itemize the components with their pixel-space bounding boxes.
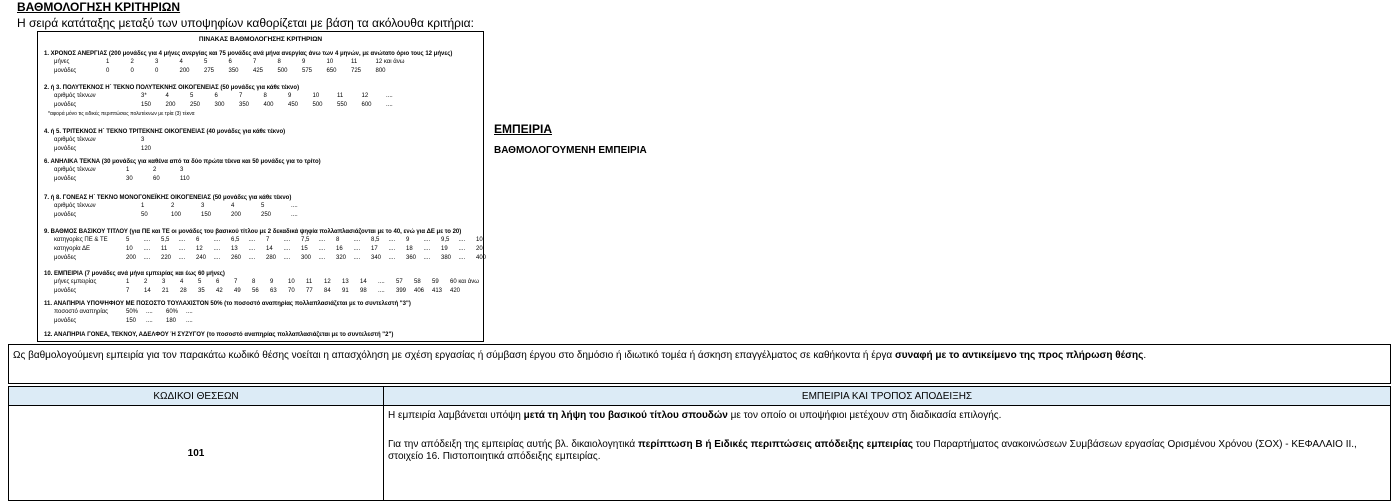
criteria-cell: 12 και άνω [375, 59, 405, 65]
criteria-cell: 1 [126, 279, 130, 285]
criteria-section-s12 [44, 331, 393, 339]
criteria-cell: 10 [288, 279, 295, 285]
criteria-cell: 0 [155, 68, 159, 74]
criteria-row [44, 236, 483, 245]
criteria-cell: .... [388, 246, 396, 252]
criteria-cell: 9 [406, 237, 410, 243]
criteria-cell: 110 [180, 176, 190, 182]
criteria-cell: 450 [288, 102, 299, 108]
experience-description [384, 406, 1391, 501]
criteria-cell: .... [458, 237, 466, 243]
criteria-cell: 5 [204, 59, 208, 65]
criteria-row-label: αριθμός τέκνων [54, 167, 96, 173]
criteria-cell: .... [353, 246, 361, 252]
criteria-cell: 11 [351, 59, 358, 65]
criteria-section-title: 4. ή 5. ΤΡΙΤΕΚΝΟΣ Η΄ ΤΕΚΝΟ ΤΡΙΤΕΚΝΗΣ ΟΙΚΟΓΕΝΕΙΑΣ (40 μονάδες για κάθε τέκνο) [44, 129, 286, 135]
criteria-cell: 100 [171, 212, 182, 218]
criteria-row [44, 145, 285, 154]
criteria-cell: 220 [161, 255, 172, 261]
paragraph-2: Για την απόδειξη της εμπειρίας αυτής βλ. δικαιολογητικά περίπτωση Β ή Ειδικές περιπτώσεις απόδειξης εμπειρίας του Παραρτήματος ανακοινώσεων Συμβάσεων εργασίας Ορισμένου Χρόνου (ΣΟΧ) - ΚΕΦΑΛΑΙΟ ΙΙ., στοιχείο 16. Πιστοποιητικά απόδειξης εμπειρίας. [388, 439, 1357, 462]
criteria-cell: .... [143, 255, 151, 261]
criteria-cell: 2 [153, 167, 157, 173]
criteria-cell: 10 [312, 93, 320, 99]
criteria-row [44, 175, 321, 184]
criteria-cell: 58 [414, 279, 421, 285]
criteria-cell: .... [248, 246, 256, 252]
criteria-cell: 14 [266, 246, 273, 252]
criteria-cell: .... [186, 318, 193, 324]
criteria-row-label: αριθμός τέκνων [54, 203, 96, 209]
criteria-section-title: 9. ΒΑΘΜΟΣ ΒΑΣΙΚΟΥ ΤΙΤΛΟΥ (για ΠΕ και ΤΕ οι μονάδες του βασικού τίτλου με 2 δεκαδικά ψηφία πολλαπλασιάζονται με το 40, ενώ για ΔΕ με το 20) [44, 229, 462, 235]
criteria-cell: 28 [180, 288, 187, 294]
criteria-row-label: αριθμός τέκνων [54, 93, 96, 99]
criteria-row-label: μονάδες [54, 255, 77, 261]
criteria-row [44, 136, 285, 145]
criteria-row-label: μονάδες [54, 212, 77, 218]
criteria-cell: 1 [141, 203, 145, 209]
criteria-cell: 7,5 [301, 237, 310, 243]
criteria-section-title: 6. ΑΝΗΛΙΚΑ ΤΕΚΝΑ (30 μονάδες για καθένα από τα δύο πρώτα τέκνα και 50 μονάδες για το τρίτο) [44, 159, 321, 165]
criteria-cell: 360 [406, 255, 417, 261]
criteria-section-s6 [44, 158, 321, 184]
criteria-cell: .... [318, 237, 326, 243]
criteria-cell: 63 [270, 288, 277, 294]
criteria-cell: 3 [162, 279, 166, 285]
criteria-row [44, 254, 487, 263]
criteria-cell: .... [386, 102, 393, 108]
criteria-cell: 150 [201, 212, 212, 218]
criteria-cell: 60 και άνω [450, 279, 479, 285]
criteria-cell: .... [213, 237, 221, 243]
criteria-row-label: μονάδες [54, 102, 77, 108]
criteria-cell: .... [248, 237, 256, 243]
criteria-cell: 420 [450, 288, 461, 294]
criteria-cell: .... [423, 237, 431, 243]
criteria-cell: 725 [351, 68, 362, 74]
criteria-cell: 4 [180, 279, 184, 285]
criteria-cell: .... [283, 246, 291, 252]
criteria-cell: 500 [312, 102, 323, 108]
criteria-row-label: μονάδες [54, 146, 77, 152]
criteria-cell: 380 [441, 255, 452, 261]
criteria-cell: 12 [196, 246, 203, 252]
criteria-cell: 6,5 [231, 237, 240, 243]
criteria-cell: 320 [336, 255, 347, 261]
criteria-cell: 60 [153, 176, 160, 182]
criteria-cell: 200 [126, 255, 137, 261]
criteria-cell: 550 [337, 102, 348, 108]
criteria-cell: .... [146, 318, 153, 324]
criteria-cell: 4 [179, 59, 183, 65]
criteria-cell: 425 [253, 68, 264, 74]
criteria-section-s4 [44, 128, 285, 154]
criteria-cell: 250 [190, 102, 201, 108]
criteria-cell: 8 [336, 237, 340, 243]
criteria-cell: 57 [396, 279, 403, 285]
criteria-cell: 300 [214, 102, 225, 108]
criteria-section-s1 [44, 50, 452, 76]
criteria-cell: 7 [253, 59, 257, 65]
criteria-cell: 15 [301, 246, 308, 252]
criteria-cell: 406 [414, 288, 425, 294]
criteria-row-label: κατηγορία ΔΕ [54, 246, 90, 252]
criteria-cell: 5 [261, 203, 265, 209]
criteria-cell: .... [378, 279, 385, 285]
criteria-row-label: μονάδες [54, 288, 77, 294]
criteria-cell: 21 [162, 288, 169, 294]
criteria-cell: 3 [201, 203, 205, 209]
criteria-cell: 91 [342, 288, 349, 294]
criteria-row [44, 202, 298, 211]
criteria-section-title: 1. ΧΡΟΝΟΣ ΑΝΕΡΓΙΑΣ (200 μονάδες για 4 μήνες ανεργίας και 75 μονάδες ανά μήνα ανεργίας άνω των 4 μηνών, με ανώτατο όριο τους 12 μήνες) [44, 51, 453, 57]
criteria-cell: 12 [324, 279, 331, 285]
criteria-cell: 5 [198, 279, 202, 285]
criteria-cell: .... [291, 203, 298, 209]
experience-definition-box [8, 344, 1391, 384]
criteria-row [44, 211, 298, 220]
criteria-cell: 150 [141, 102, 152, 108]
criteria-cell: 6 [228, 59, 232, 65]
criteria-cell: 350 [228, 68, 239, 74]
criteria-section-title: 11. ΑΝΑΠΗΡΙΑ ΥΠΟΨΗΦΙΟΥ ΜΕ ΠΟΣΟΣΤΟ ΤΟΥΛΑΧΙΣΤΟΝ 50% (το ποσοστό αναπηρίας πολλαπλασιάζεται με το συντελεστή "3") [44, 301, 411, 307]
criteria-cell: 30 [126, 176, 133, 182]
criteria-cell: 17 [371, 246, 378, 252]
criteria-cell: 7 [234, 279, 238, 285]
criteria-cell: 800 [375, 68, 386, 74]
criteria-cell: .... [353, 237, 361, 243]
criteria-cell: 3 [155, 59, 159, 65]
criteria-section-s7 [44, 194, 298, 220]
criteria-cell: .... [458, 246, 466, 252]
criteria-cell: .... [423, 255, 431, 261]
criteria-cell: 11 [337, 93, 344, 99]
criteria-cell: 60% [166, 309, 179, 315]
criteria-cell: 16 [336, 246, 343, 252]
criteria-row-label: μήνες [54, 59, 70, 65]
criteria-cell: 5 [126, 237, 130, 243]
criteria-cell: 98 [360, 288, 367, 294]
criteria-cell: 10 [476, 237, 483, 243]
criteria-cell: 70 [288, 288, 295, 294]
criteria-cell: 400 [263, 102, 274, 108]
criteria-cell: .... [146, 309, 153, 315]
criteria-cell: 250 [261, 212, 272, 218]
criteria-cell: .... [283, 237, 291, 243]
criteria-row [44, 58, 452, 67]
criteria-cell: .... [291, 212, 298, 218]
criteria-section-s11 [44, 300, 411, 326]
definition-end: . [1143, 350, 1147, 361]
criteria-table-image [37, 31, 487, 342]
criteria-cell: 7 [126, 288, 130, 294]
criteria-cell: 6 [196, 237, 200, 243]
criteria-row-label: μονάδες [54, 176, 77, 182]
criteria-cell: 4 [165, 93, 169, 99]
criteria-cell: 1 [106, 59, 110, 65]
criteria-cell: 275 [204, 68, 215, 74]
position-code: 101 [9, 406, 384, 501]
criteria-cell: 2 [130, 59, 134, 65]
criteria-cell: 59 [432, 279, 439, 285]
criteria-row-label: μήνες εμπειρίας [54, 279, 97, 285]
intro-text: Η σειρά κατάταξης μεταξύ των υποψηφίων καθορίζεται με βάση τα ακόλουθα κριτήρια: [17, 16, 474, 30]
criteria-cell: .... [378, 288, 385, 294]
criteria-cell: .... [386, 93, 393, 99]
criteria-cell: 399 [396, 288, 407, 294]
criteria-cell: 2 [144, 279, 148, 285]
criteria-section-s9 [44, 228, 487, 263]
criteria-row [44, 287, 461, 296]
criteria-cell: 1 [126, 167, 130, 173]
criteria-cell: 500 [277, 68, 288, 74]
criteria-cell: 10 [126, 246, 133, 252]
criteria-cell: .... [143, 246, 151, 252]
criteria-cell: 260 [231, 255, 242, 261]
criteria-cell: .... [248, 255, 256, 261]
header-experience-proof: ΕΜΠΕΙΡΙΑ ΚΑΙ ΤΡΟΠΟΣ ΑΠΟΔΕΙΞΗΣ [384, 387, 1391, 406]
criteria-cell: 413 [432, 288, 443, 294]
criteria-row [44, 317, 411, 326]
experience-table [8, 386, 1391, 501]
criteria-cell: 2 [171, 203, 175, 209]
criteria-section-s10 [44, 270, 479, 296]
experience-subheading: ΒΑΘΜΟΛΟΓΟΥΜΕΝΗ ΕΜΠΕΙΡΙΑ [494, 145, 647, 156]
criteria-cell: 300 [301, 255, 312, 261]
criteria-row [44, 92, 393, 101]
paragraph-1: Η εμπειρία λαμβάνεται υπόψη μετά τη λήψη του βασικού τίτλου σπουδών με τον οποίο οι υποψήφιοι μετέχουν στη διαδικασία επιλογής. [388, 410, 1002, 421]
criteria-cell: 11 [161, 246, 168, 252]
criteria-cell: 13 [342, 279, 349, 285]
criteria-section-title: 10. ΕΜΠΕΙΡΙΑ (7 μονάδες ανά μήνα εμπειρίας και έως 60 μήνες) [44, 271, 225, 277]
criteria-cell: 50 [141, 212, 148, 218]
criteria-row [44, 308, 411, 317]
criteria-cell: 7 [239, 93, 243, 99]
criteria-row-label: κατηγορίες ΠΕ & ΤΕ [54, 237, 108, 243]
criteria-cell: 600 [361, 102, 372, 108]
criteria-cell: 9,5 [441, 237, 450, 243]
definition-bold: συναφή με το αντικείμενο της προς πλήρωση θέσης [894, 350, 1144, 361]
criteria-cell: 120 [141, 146, 152, 152]
criteria-cell: 18 [406, 246, 413, 252]
criteria-cell: .... [353, 255, 361, 261]
criteria-cell: 0 [130, 68, 134, 74]
criteria-cell: 8 [252, 279, 256, 285]
criteria-row-label: ποσοστό αναπηρίας [54, 309, 109, 315]
criteria-cell: 280 [266, 255, 277, 261]
criteria-cell: 20 [476, 246, 483, 252]
criteria-cell: 7 [266, 237, 270, 243]
criteria-cell: 49 [234, 288, 241, 294]
criteria-cell: .... [388, 237, 396, 243]
criteria-cell: 575 [302, 68, 313, 74]
criteria-cell: .... [143, 237, 151, 243]
criteria-row [44, 245, 483, 254]
criteria-cell: 42 [216, 288, 223, 294]
criteria-cell: 400 [476, 255, 487, 261]
criteria-row-label: μονάδες [54, 68, 77, 74]
criteria-cell: 200 [165, 102, 176, 108]
criteria-cell: 150 [126, 318, 137, 324]
criteria-cell: 9 [302, 59, 306, 65]
criteria-cell: 84 [324, 288, 331, 294]
criteria-cell: 14 [144, 288, 151, 294]
criteria-cell: 650 [326, 68, 337, 74]
criteria-row [44, 166, 321, 175]
criteria-cell: 3 [180, 167, 184, 173]
criteria-cell: .... [283, 255, 291, 261]
criteria-cell: 240 [196, 255, 207, 261]
criteria-cell: 35 [198, 288, 205, 294]
criteria-section-title: 12. ΑΝΑΠΗΡΙΑ ΓΟΝΕΑ, ΤΕΚΝΟΥ, ΑΔΕΛΦΟΥ Ή ΣΥΖΥΓΟΥ (το ποσοστό αναπηρίας πολλαπλασιάζεται με το συντελεστή "2") [44, 332, 394, 338]
criteria-cell: 56 [252, 288, 259, 294]
criteria-cell: 9 [288, 93, 292, 99]
criteria-cell: 200 [179, 68, 190, 74]
criteria-cell: 11 [306, 279, 313, 285]
header-position-codes: ΚΩΔΙΚΟΙ ΘΕΣΕΩΝ [9, 387, 384, 406]
criteria-cell: 19 [441, 246, 448, 252]
criteria-cell: 5,5 [161, 237, 170, 243]
criteria-section-title: 2. ή 3. ΠΟΛΥΤΕΚΝΟΣ Η΄ ΤΕΚΝΟ ΠΟΛΥΤΕΚΝΗΣ ΟΙΚΟΓΕΝΕΙΑΣ (50 μονάδες για κάθε τέκνο) [44, 85, 300, 91]
criteria-cell: 4 [231, 203, 235, 209]
criteria-cell: 180 [166, 318, 177, 324]
criteria-cell: 6 [216, 279, 220, 285]
criteria-cell: .... [318, 255, 326, 261]
criteria-section-title: 7. ή 8. ΓΟΝΕΑΣ Η΄ ΤΕΚΝΟ ΜΟΝΟΓΟΝΕΪΚΗΣ ΟΙΚΟΓΕΝΕΙΑΣ (50 μονάδες για κάθε τέκνο) [44, 195, 292, 201]
criteria-cell: 12 [361, 93, 369, 99]
criteria-cell: 0 [106, 68, 110, 74]
experience-heading: ΕΜΠΕΙΡΙΑ [494, 122, 553, 136]
criteria-cell: 9 [270, 279, 274, 285]
criteria-cell: .... [388, 255, 396, 261]
criteria-row [44, 101, 393, 110]
criteria-cell: .... [458, 255, 466, 261]
criteria-cell: .... [423, 246, 431, 252]
criteria-note: *αφορά μόνο τις ειδικές περιπτώσεις πολυτέκνων με τρία (3) τέκνα [48, 111, 195, 117]
criteria-cell: .... [318, 246, 326, 252]
criteria-cell: 3* [141, 93, 147, 99]
criteria-row [44, 278, 479, 287]
criteria-section-s2 [44, 84, 393, 118]
criteria-cell: 13 [231, 246, 238, 252]
criteria-title: ΠΙΝΑΚΑΣ ΒΑΘΜΟΛΟΓΗΣΗΣ ΚΡΙΤΗΡΙΩΝ [198, 36, 323, 43]
criteria-cell: 200 [231, 212, 242, 218]
criteria-cell: .... [213, 246, 221, 252]
criteria-cell: .... [213, 255, 221, 261]
criteria-cell: .... [178, 255, 186, 261]
criteria-row-label: αριθμός τέκνων [54, 137, 96, 143]
criteria-cell: .... [178, 246, 186, 252]
criteria-cell: 8 [263, 93, 267, 99]
page-heading: ΒΑΘΜΟΛΟΓΗΣΗ ΚΡΙΤΗΡΙΩΝ [17, 0, 181, 14]
criteria-cell: 14 [360, 279, 367, 285]
criteria-cell: 10 [326, 59, 334, 65]
criteria-cell: 50% [126, 309, 139, 315]
criteria-cell: 350 [239, 102, 250, 108]
criteria-cell: 8,5 [371, 237, 380, 243]
criteria-cell: 77 [306, 288, 313, 294]
criteria-cell: 340 [371, 255, 382, 261]
definition-text: Ως βαθμολογούμενη εμπειρία για τον παρακάτω κωδικό θέσης νοείται η απασχόληση με σχέση εργασίας ή σύμβαση έργου στο δημόσιο ή ιδιωτικό τομέα ή άσκηση επαγγέλματος σε καθήκοντα ή έργα [13, 350, 895, 361]
criteria-cell: 3 [141, 137, 145, 143]
criteria-cell: 5 [190, 93, 194, 99]
criteria-cell: .... [186, 309, 193, 315]
criteria-row-label: μονάδες [54, 318, 77, 324]
criteria-row [44, 67, 452, 76]
criteria-cell: 6 [214, 93, 218, 99]
criteria-cell: 8 [277, 59, 281, 65]
criteria-cell: .... [178, 237, 186, 243]
